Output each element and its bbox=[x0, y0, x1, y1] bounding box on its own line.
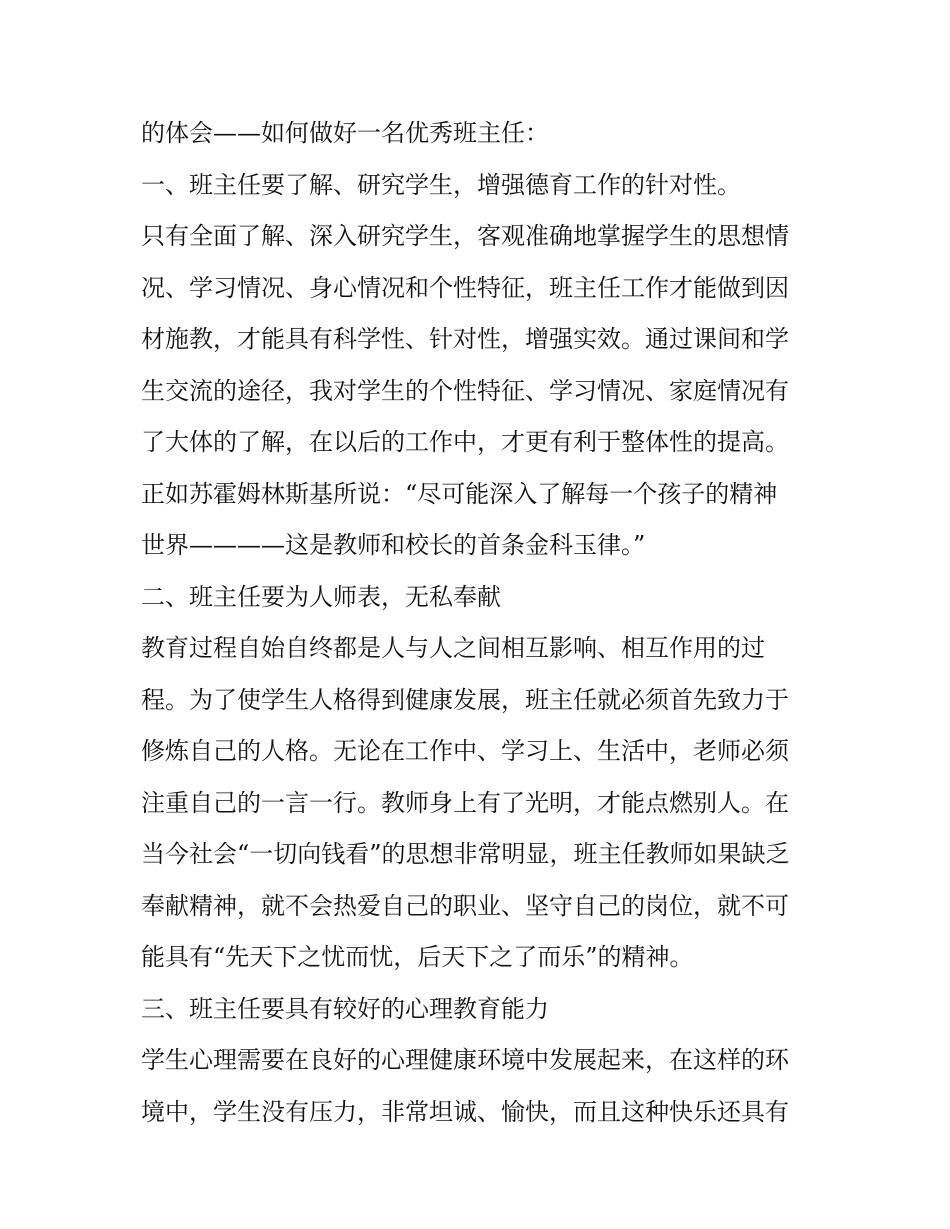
text-line: 学生心理需要在良好的心理健康环境中发展起来，在这样的环 bbox=[141, 1046, 789, 1074]
text-line: 只有全面了解、深入研究学生，客观准确地掌握学生的思想情 bbox=[141, 222, 789, 250]
document-body bbox=[141, 108, 821, 1138]
section-heading-2: 二、班主任要为人师表，无私奉献 bbox=[141, 582, 501, 611]
section-heading-1: 一、班主任要了解、研究学生，增强德育工作的针对性。 bbox=[141, 170, 741, 199]
text-line: 了大体的了解，在以后的工作中，才更有利于整体性的提高。 bbox=[141, 428, 789, 456]
text-line: 材施教，才能具有科学性、针对性，增强实效。通过课间和学 bbox=[141, 325, 789, 353]
text-line: 生交流的途径，我对学生的个性特征、学习情况、家庭情况有 bbox=[141, 376, 789, 405]
text-line: 能具有“先天下之忧而忧，后天下之了而乐”的精神。 bbox=[141, 943, 694, 971]
text-line: 奉献精神，就不会热爱自己的职业、坚守自己的岗位，就不可 bbox=[141, 891, 789, 920]
text-line: 境中，学生没有压力，非常坦诚、愉快，而且这种快乐还具有 bbox=[141, 1097, 789, 1126]
text-line: 注重自己的一言一行。教师身上有了光明，才能点燃别人。在 bbox=[141, 788, 789, 817]
text-line: 当今社会“一切向钱看”的思想非常明显，班主任教师如果缺乏 bbox=[141, 840, 790, 868]
text-line: 程。为了使学生人格得到健康发展，班主任就必须首先致力于 bbox=[141, 685, 789, 714]
text-line: 世界————这是教师和校长的首条金科玉律。” bbox=[141, 531, 646, 559]
text-line: 修炼自己的人格。无论在工作中、学习上、生活中，老师必须 bbox=[141, 737, 789, 765]
text-line: 的体会——如何做好一名优秀班主任： bbox=[141, 119, 549, 147]
text-line: 况、学习情况、身心情况和个性特征，班主任工作才能做到因 bbox=[141, 273, 789, 302]
text-line: 正如苏霍姆林斯基所说：“尽可能深入了解每一个孩子的精神 bbox=[141, 479, 778, 508]
text-line: 教育过程自始自终都是人与人之间相互影响、相互作用的过 bbox=[141, 634, 765, 662]
section-heading-3: 三、班主任要具有较好的心理教育能力 bbox=[141, 994, 549, 1023]
